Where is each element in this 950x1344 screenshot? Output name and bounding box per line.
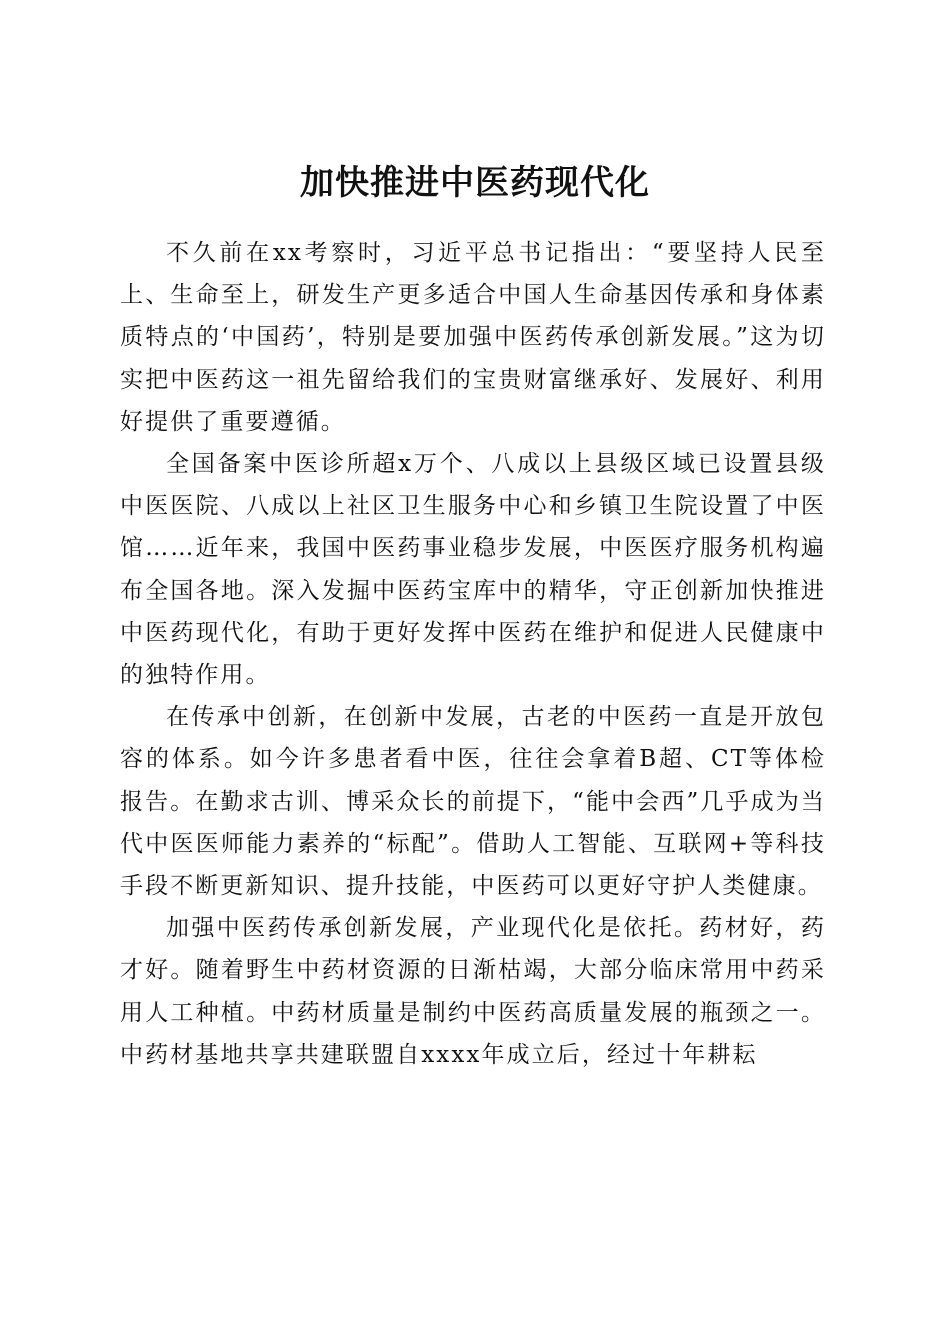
document-title: 加快推进中医药现代化 [300, 162, 650, 203]
paragraph-4: 加强中医药传承创新发展，产业现代化是依托。药材好，药才好。随着野生中药材资源的日渐枯竭，大部分临床常用中药采用人工种植。中药材质量是制约中医药高质量发展的瓶颈之一。中药材基地共享共建联盟自xxxx年成立后，经过十年耕耘 [120, 915, 826, 1068]
paragraph-2: 全国备案中医诊所超x万个、八成以上县级区域已设置县级中医医院、八成以上社区卫生服务中心和乡镇卫生院设置了中医馆……近年来，我国中医药事业稳步发展，中医医疗服务机构遍布全国各地。深入发掘中医药宝库中的精华，守正创新加快推进中医药现代化，有助于更好发挥中医药在维护和促进人民健康中的独特作用。 [120, 451, 826, 689]
paragraph-3: 在传承中创新，在创新中发展，古老的中医药一直是开放包容的体系。如今许多患者看中医，往往会拿着B超、CT等体检报告。在勤求古训、博采众长的前提下，“能中会西”几乎成为当代中医医师能力素养的“标配”。借助人工智能、互联网+等科技手段不断更新知识、提升技能，中医药可以更好守护人类健康。 [120, 704, 826, 900]
document-body [120, 232, 826, 1076]
paragraph-1: 不久前在xx考察时，习近平总书记指出：“要坚持人民至上、生命至上，研发生产更多适合中国人生命基因传承和身体素质特点的‘中国药’，特别是要加强中医药传承创新发展。”这为切实把中医药这一祖先留给我们的宝贵财富继承好、发展好、利用好提供了重要遵循。 [120, 240, 826, 435]
